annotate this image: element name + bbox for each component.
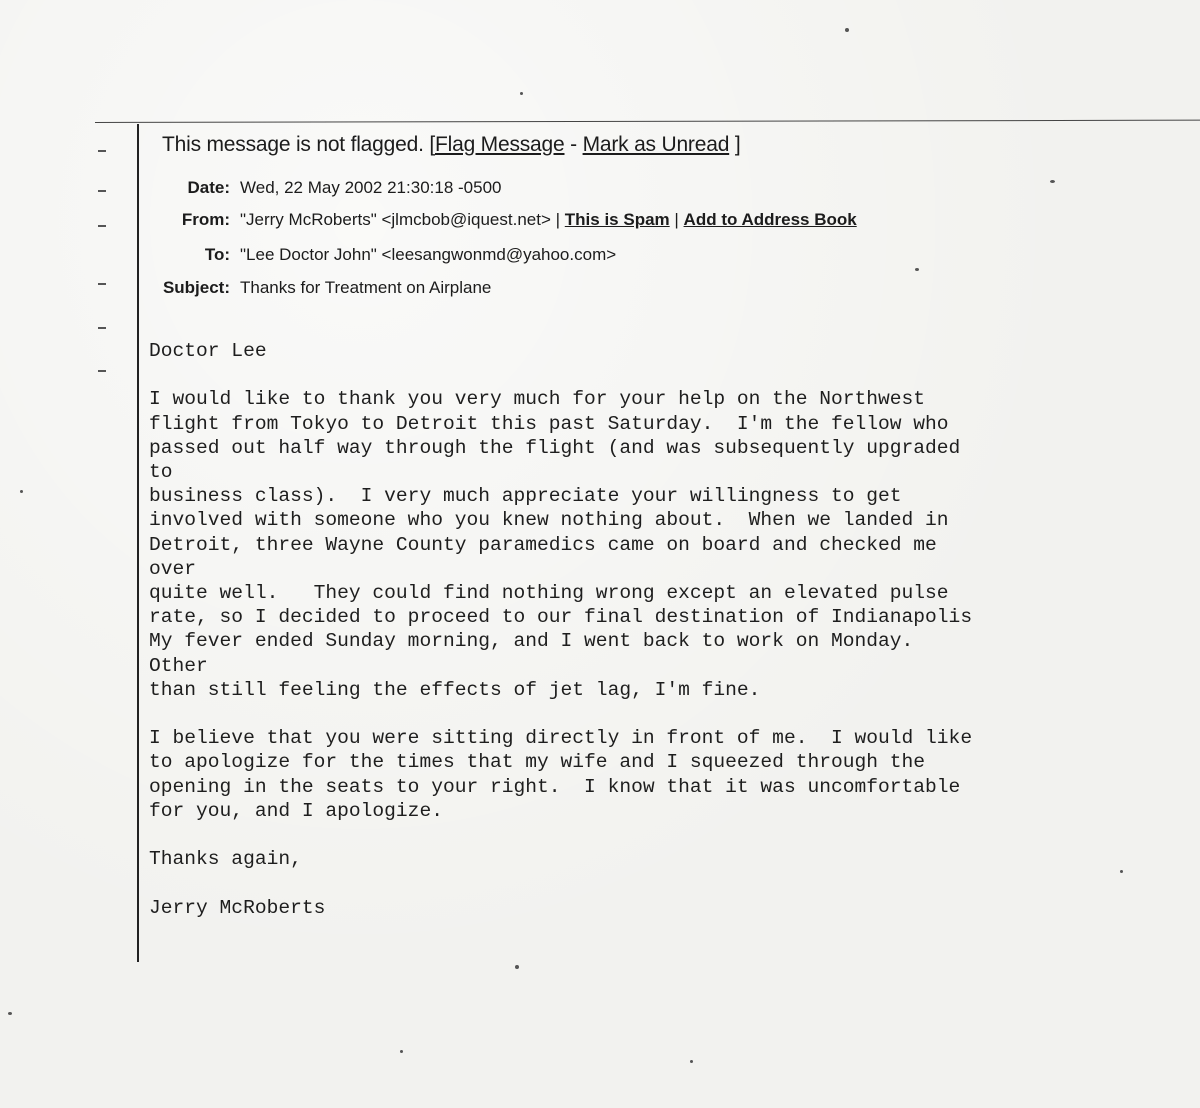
scan-speck bbox=[8, 1012, 12, 1015]
date-value: Wed, 22 May 2002 21:30:18 -0500 bbox=[240, 178, 502, 197]
flag-status-bar bbox=[162, 133, 740, 157]
open-bracket: [ bbox=[429, 133, 435, 156]
from-separator: | bbox=[674, 210, 679, 229]
scan-speck bbox=[845, 28, 849, 32]
subject-label: Subject: bbox=[162, 278, 230, 297]
from-label: From: bbox=[181, 210, 230, 229]
margin-tick bbox=[98, 225, 106, 227]
to-header bbox=[142, 245, 616, 265]
margin-tick bbox=[98, 327, 106, 329]
from-separator: | bbox=[555, 210, 561, 229]
flag-message-link[interactable]: Flag Message bbox=[435, 133, 565, 156]
margin-tick bbox=[98, 283, 106, 285]
scan-speck bbox=[20, 490, 23, 493]
scan-speck bbox=[1050, 180, 1055, 183]
to-label: To: bbox=[204, 245, 230, 264]
scan-speck bbox=[690, 1060, 693, 1063]
to-value: "Lee Doctor John" <leesangwonmd@yahoo.com> bbox=[240, 245, 617, 264]
subject-header bbox=[142, 278, 491, 298]
this-is-spam-link[interactable]: This is Spam bbox=[564, 210, 670, 229]
message-body: Doctor Lee I would like to thank you very much for your help on the Northwest flight from Tokyo to Detroit this past Saturday. I'm the fellow who passed out half way through the flight (and was subsequently upgraded to business class). I very much appreciate your willingness to get involved with someone who you knew nothing about. When we landed in Detroit, three Wayne County paramedics came on board and checked me over quite well. They could find nothing wrong except an elevated pulse rate, so I decided to proceed to our final destination of Indianapolis My fever ended Sunday morning, and I went back to work on Monday. Other than still feeling the effects of jet lag, I'm fine. I believe that you were sitting directly in front of me. I would like to apologize for the times that my wife and I squeezed through the opening in the seats to your right. I know that it was uncomfortable for you, and I apologize. Thanks again, Jerry McRoberts bbox=[149, 340, 973, 919]
date-header bbox=[142, 178, 501, 198]
subject-value: Thanks for Treatment on Airplane bbox=[240, 278, 492, 297]
scan-speck bbox=[515, 965, 519, 969]
scan-speck bbox=[520, 92, 523, 95]
top-divider bbox=[95, 120, 1200, 123]
from-header bbox=[142, 210, 857, 230]
from-value: "Jerry McRoberts" <jlmcbob@iquest.net> bbox=[240, 210, 551, 229]
margin-tick bbox=[98, 190, 106, 192]
margin-tick bbox=[98, 150, 106, 152]
close-bracket: ] bbox=[734, 133, 741, 156]
scan-speck bbox=[915, 268, 919, 271]
link-separator: - bbox=[570, 133, 577, 156]
date-label: Date: bbox=[187, 178, 230, 197]
margin-tick bbox=[98, 370, 106, 372]
flag-status-text: This message is not flagged. bbox=[162, 133, 424, 156]
add-to-address-book-link[interactable]: Add to Address Book bbox=[683, 210, 857, 229]
scan-speck bbox=[400, 1050, 403, 1053]
left-margin-rule bbox=[137, 124, 139, 962]
mark-unread-link[interactable]: Mark as Unread bbox=[582, 133, 730, 156]
scan-speck bbox=[1120, 870, 1123, 873]
